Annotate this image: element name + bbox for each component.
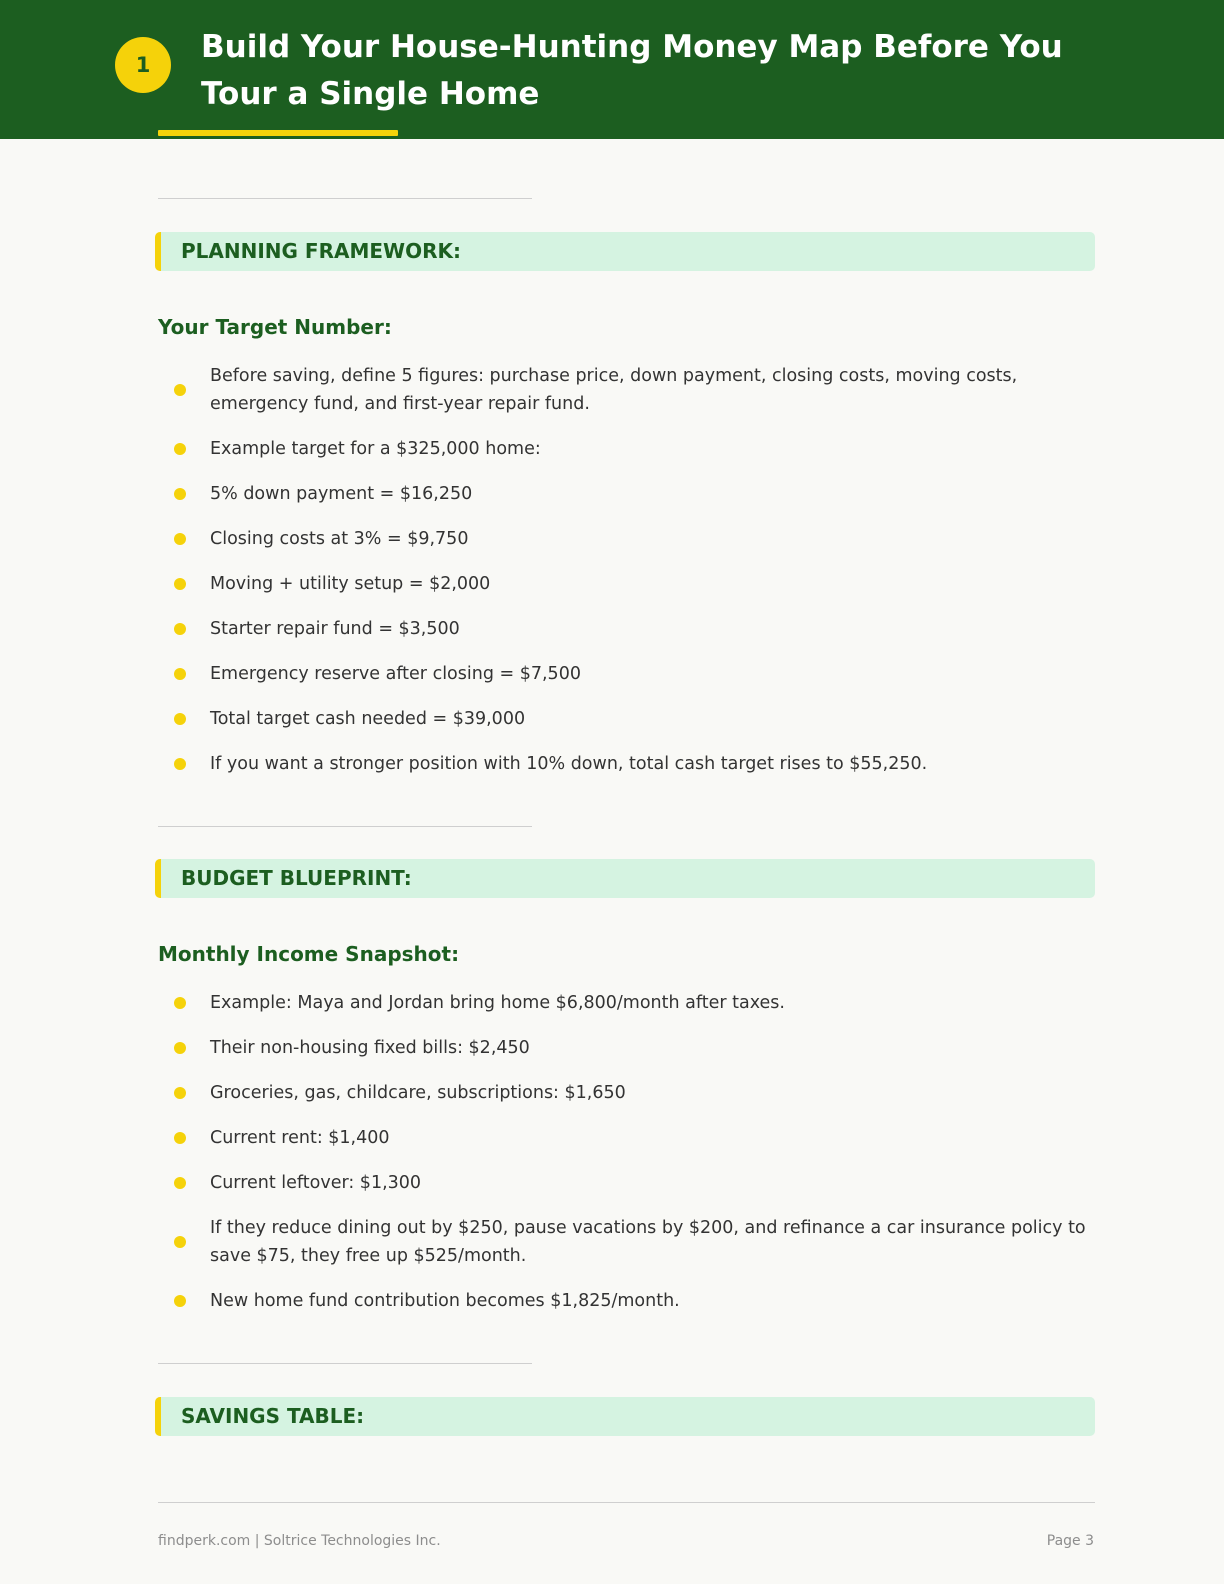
bullet-dot-icon	[174, 1042, 186, 1054]
list-item	[170, 1287, 1090, 1315]
bullet-dot-icon	[174, 488, 186, 500]
section-divider	[158, 1363, 532, 1364]
list-item	[170, 570, 1090, 598]
list-item-text: Current leftover: $1,300	[210, 1173, 422, 1193]
list-item-text: Groceries, gas, childcare, subscriptions: $1,650	[210, 1083, 626, 1103]
list-item	[170, 1079, 1090, 1107]
list-item	[170, 1124, 1090, 1152]
list-item-text: Example target for a $325,000 home:	[210, 439, 541, 459]
bullet-dot-icon	[174, 1132, 186, 1144]
list-item	[170, 660, 1090, 688]
list-item	[170, 480, 1090, 508]
list-item-text: Emergency reserve after closing = $7,500	[210, 664, 581, 684]
bullet-dot-icon	[174, 668, 186, 680]
list-item-text: 5% down payment = $16,250	[210, 484, 473, 504]
bullet-dot-icon	[174, 578, 186, 590]
section-divider	[158, 826, 532, 827]
list-item	[170, 362, 1090, 418]
bullet-dot-icon	[174, 1236, 186, 1248]
section-heading-planning: PLANNING FRAMEWORK:	[155, 232, 1095, 271]
list-item-text: Closing costs at 3% = $9,750	[210, 529, 469, 549]
list-item	[170, 1169, 1090, 1197]
list-item-text: New home fund contribution becomes $1,825/month.	[210, 1291, 680, 1311]
list-item-text: Moving + utility setup = $2,000	[210, 574, 491, 594]
bullet-dot-icon	[174, 1087, 186, 1099]
budget-bullet-list	[170, 989, 1090, 1332]
list-item	[170, 750, 1090, 778]
list-item	[170, 989, 1090, 1017]
list-item	[170, 615, 1090, 643]
subheading-income-snapshot: Monthly Income Snapshot:	[158, 942, 460, 966]
bullet-dot-icon	[174, 713, 186, 725]
section-heading-budget: BUDGET BLUEPRINT:	[155, 859, 1095, 898]
list-item-text: Total target cash needed = $39,000	[210, 709, 526, 729]
footer-divider	[158, 1502, 1095, 1503]
page-number: Page 3	[1046, 1533, 1094, 1549]
section-heading-savings: SAVINGS TABLE:	[155, 1397, 1095, 1436]
bullet-dot-icon	[174, 623, 186, 635]
bullet-dot-icon	[174, 443, 186, 455]
chapter-header	[0, 0, 1224, 139]
list-item-text: Their non-housing fixed bills: $2,450	[210, 1038, 530, 1058]
list-item-text: Before saving, define 5 figures: purchase price, down payment, closing costs, moving costs, emergency fund, and first-year repair fund.	[210, 366, 1018, 414]
list-item	[170, 435, 1090, 463]
chapter-title: Build Your House-Hunting Money Map Before You Tour a Single Home	[201, 29, 1063, 112]
planning-bullet-list	[170, 362, 1090, 795]
list-item	[170, 1214, 1090, 1270]
list-item-text: If they reduce dining out by $250, pause vacations by $200, and refinance a car insurance policy to save $75, they free up $525/month.	[210, 1218, 1086, 1266]
step-number-badge: 1	[115, 37, 171, 93]
list-item	[170, 1034, 1090, 1062]
list-item	[170, 705, 1090, 733]
bullet-dot-icon	[174, 758, 186, 770]
footer-source: findperk.com | Soltrice Technologies Inc.	[158, 1533, 441, 1549]
list-item-text: Example: Maya and Jordan bring home $6,800/month after taxes.	[210, 993, 785, 1013]
bullet-dot-icon	[174, 1177, 186, 1189]
bullet-dot-icon	[174, 384, 186, 396]
list-item-text: Current rent: $1,400	[210, 1128, 390, 1148]
list-item	[170, 525, 1090, 553]
list-item-text: If you want a stronger position with 10% down, total cash target rises to $55,250.	[210, 754, 928, 774]
bullet-dot-icon	[174, 997, 186, 1009]
title-underline	[158, 130, 398, 136]
section-divider	[158, 198, 532, 199]
subheading-target-number: Your Target Number:	[158, 315, 392, 339]
bullet-dot-icon	[174, 1295, 186, 1307]
bullet-dot-icon	[174, 533, 186, 545]
list-item-text: Starter repair fund = $3,500	[210, 619, 460, 639]
